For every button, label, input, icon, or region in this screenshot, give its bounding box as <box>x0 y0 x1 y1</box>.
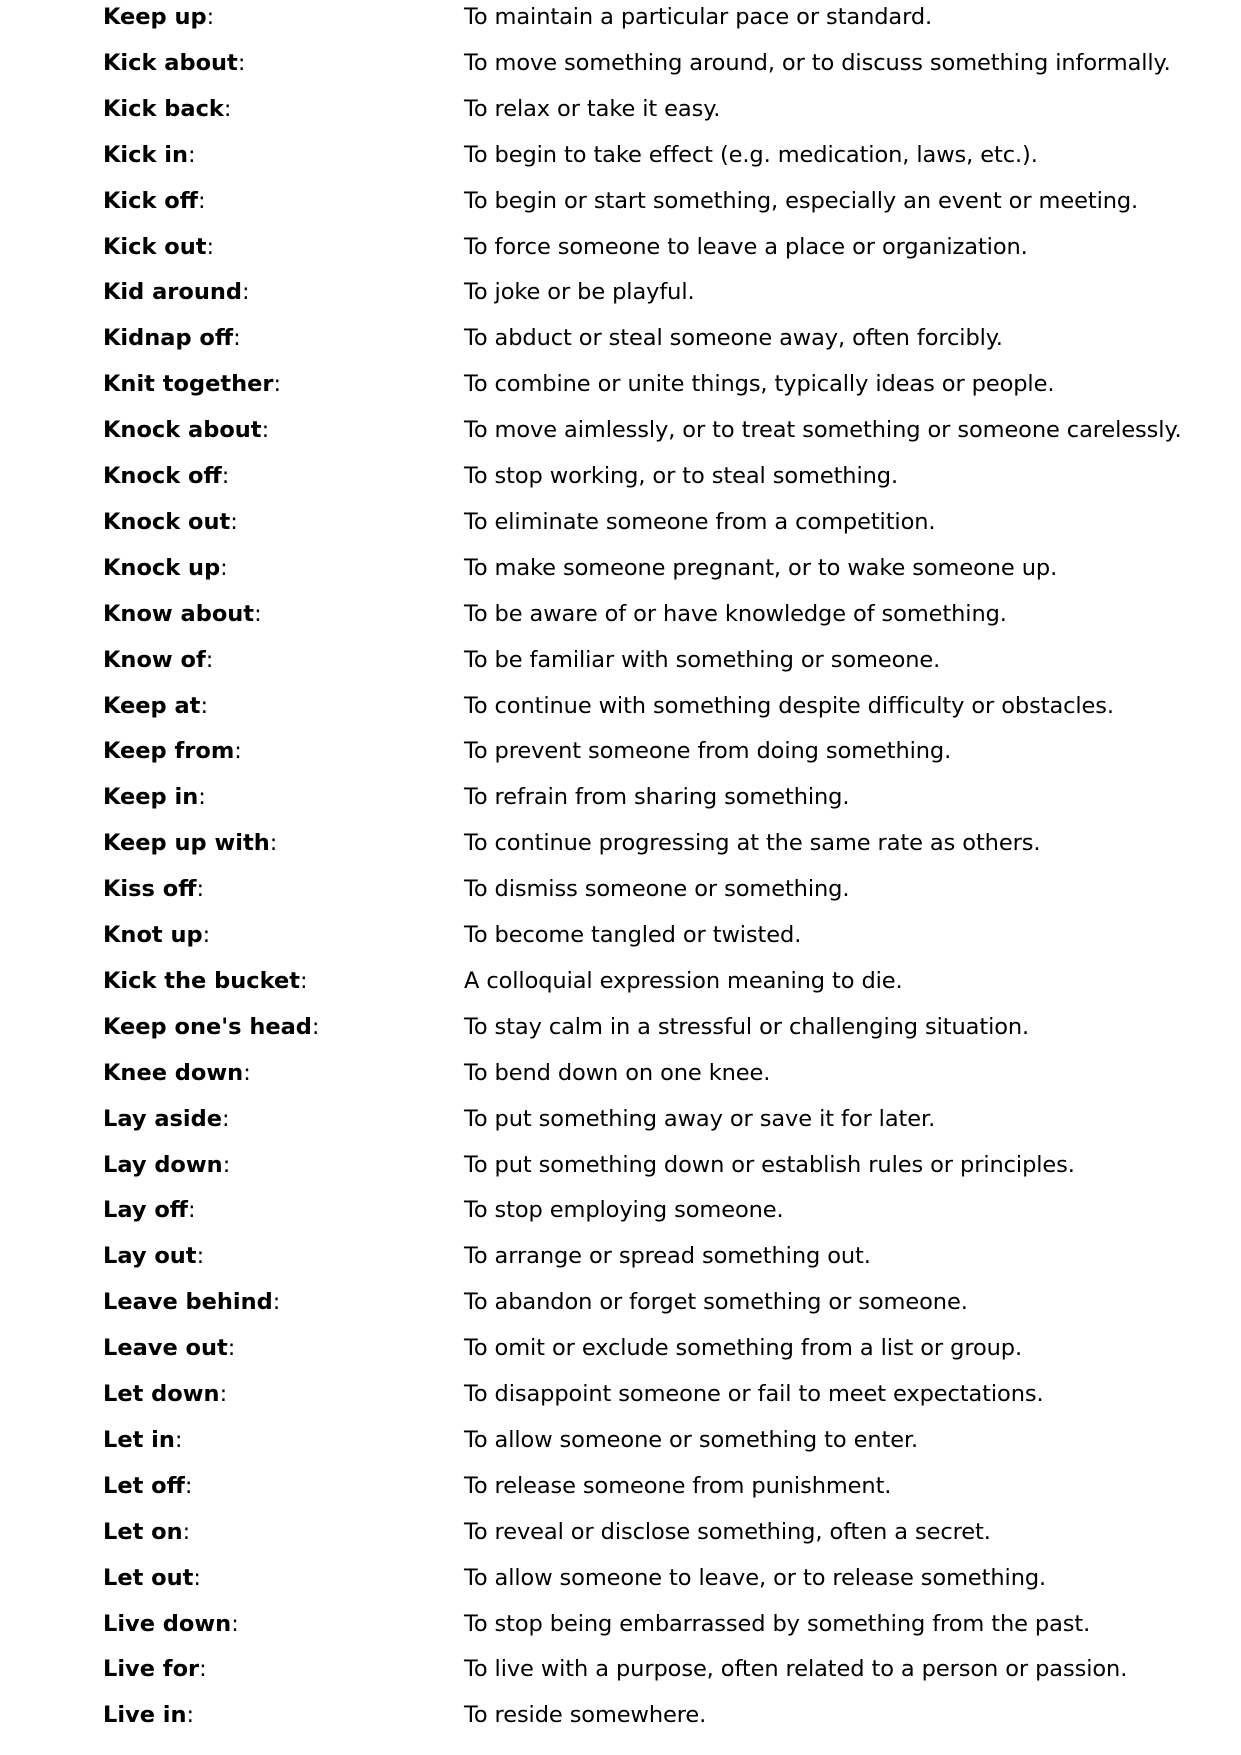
term-word: Kick about <box>103 49 238 76</box>
term-word: Knock about <box>103 417 262 444</box>
definition: To make someone pregnant, or to wake someone up. <box>464 554 1058 581</box>
definition: To reveal or disclose something, often a secret. <box>464 1518 991 1545</box>
term: Kid around: <box>103 279 250 306</box>
definition: To prevent someone from doing something. <box>464 738 952 765</box>
term-word: Lay down <box>103 1151 223 1178</box>
term: Kick off: <box>103 187 206 214</box>
term-word: Kick the bucket <box>103 967 300 994</box>
list-item <box>0 918 1241 964</box>
term-word: Kick off <box>103 187 198 214</box>
definition: To move aimlessly, or to treat something or someone carelessly. <box>464 417 1182 444</box>
term: Let on: <box>103 1518 191 1545</box>
term-word: Kick back <box>103 95 224 122</box>
definition: To begin to take effect (e.g. medication, laws, etc.). <box>464 141 1038 168</box>
definition: To live with a purpose, often related to a person or passion. <box>464 1656 1128 1683</box>
definition: To maintain a particular pace or standard. <box>464 4 933 30</box>
definition: To eliminate someone from a competition. <box>464 508 936 535</box>
list-item <box>0 643 1241 689</box>
term-word: Leave out <box>103 1335 228 1362</box>
definition: To stop employing someone. <box>464 1197 784 1224</box>
list-item <box>0 1056 1241 1102</box>
list-item <box>0 597 1241 643</box>
list-item <box>0 689 1241 735</box>
definition: To be aware of or have knowledge of something. <box>464 600 1007 627</box>
term-word: Knock out <box>103 508 231 535</box>
list-item <box>0 964 1241 1010</box>
term: Know of: <box>103 646 214 673</box>
term-word: Kid around <box>103 279 242 306</box>
definition: To abduct or steal someone away, often forcibly. <box>464 325 1003 352</box>
term: Keep up with: <box>103 830 278 857</box>
term: Lay out: <box>103 1243 205 1270</box>
definition: To bend down on one knee. <box>464 1059 771 1086</box>
list-item <box>0 230 1241 276</box>
term-word: Keep up <box>103 4 207 30</box>
definition: To abandon or forget something or someone. <box>464 1289 968 1316</box>
list-item <box>0 459 1241 505</box>
term-word: Knee down <box>103 1059 244 1086</box>
term-word: Know of <box>103 646 206 673</box>
term: Let in: <box>103 1426 183 1453</box>
list-item <box>0 1148 1241 1194</box>
list-item <box>0 1377 1241 1423</box>
list-item <box>0 46 1241 92</box>
list-item <box>0 551 1241 597</box>
definition: To put something away or save it for later. <box>464 1105 936 1132</box>
term: Let off: <box>103 1472 193 1499</box>
list-item <box>0 413 1241 459</box>
definition: To joke or be playful. <box>464 279 695 306</box>
list-item <box>0 367 1241 413</box>
list-item <box>0 780 1241 826</box>
term: Live down: <box>103 1610 239 1637</box>
definition: To combine or unite things, typically ideas or people. <box>464 371 1055 398</box>
term-word: Kidnap off <box>103 325 234 352</box>
term-word: Let out <box>103 1564 194 1591</box>
list-item <box>0 1193 1241 1239</box>
list-item <box>0 1652 1241 1698</box>
list-item <box>0 1423 1241 1469</box>
term-word: Knock off <box>103 463 222 489</box>
term-word: Let on <box>103 1518 183 1545</box>
list-item <box>0 1698 1241 1744</box>
term: Let down: <box>103 1381 228 1407</box>
definition: To stop being embarrassed by something from the past. <box>464 1610 1091 1637</box>
definition: To begin or start something, especially an event or meeting. <box>464 187 1139 214</box>
list-item <box>0 1469 1241 1515</box>
term: Knock out: <box>103 508 238 535</box>
definition: To dismiss someone or something. <box>464 876 850 903</box>
term-word: Live down <box>103 1610 232 1637</box>
list-item <box>0 138 1241 184</box>
term: Keep from: <box>103 738 242 765</box>
definition: To allow someone to leave, or to release something. <box>464 1564 1047 1591</box>
definition: A colloquial expression meaning to die. <box>464 967 903 994</box>
list-item <box>0 734 1241 780</box>
term: Knot up: <box>103 922 211 948</box>
term: Live in: <box>103 1702 195 1729</box>
definition: To omit or exclude something from a list or group. <box>464 1335 1023 1362</box>
term: Kick the bucket: <box>103 967 308 994</box>
definition: To continue with something despite difficulty or obstacles. <box>464 692 1114 719</box>
list-item <box>0 505 1241 551</box>
term-word: Kick out <box>103 233 207 260</box>
list-item <box>0 1102 1241 1148</box>
term: Lay down: <box>103 1151 231 1178</box>
definition: To continue progressing at the same rate as others. <box>464 830 1041 857</box>
term-word: Lay out <box>103 1243 197 1270</box>
term-word: Knock up <box>103 554 221 581</box>
term: Know about: <box>103 600 262 627</box>
list-item <box>0 0 1241 46</box>
term: Kick out: <box>103 233 215 260</box>
list-item <box>0 826 1241 872</box>
term: Keep at: <box>103 692 209 719</box>
term-word: Leave behind <box>103 1289 273 1316</box>
term-word: Live for <box>103 1656 200 1683</box>
term-word: Let off <box>103 1472 185 1499</box>
term: Lay off: <box>103 1197 196 1224</box>
term-word: Keep in <box>103 784 199 811</box>
definition: To force someone to leave a place or organization. <box>464 233 1028 260</box>
list-item <box>0 1285 1241 1331</box>
list-item <box>0 1561 1241 1607</box>
term-word: Lay off <box>103 1197 189 1224</box>
term: Leave out: <box>103 1335 236 1362</box>
list-item <box>0 92 1241 138</box>
list-item <box>0 321 1241 367</box>
term-word: Keep one's head <box>103 1013 312 1040</box>
definition: To be familiar with something or someone. <box>464 646 941 673</box>
list-item <box>0 1239 1241 1285</box>
term: Kiss off: <box>103 876 205 903</box>
term: Kick about: <box>103 49 246 76</box>
definition: To stay calm in a stressful or challenging situation. <box>464 1013 1030 1040</box>
term-word: Kick in <box>103 141 189 168</box>
term: Lay aside: <box>103 1105 230 1132</box>
definition: To disappoint someone or fail to meet expectations. <box>464 1381 1044 1407</box>
term: Knock about: <box>103 417 270 444</box>
list-item <box>0 1515 1241 1561</box>
term: Keep in: <box>103 784 206 811</box>
list-item <box>0 275 1241 321</box>
term-word: Let in <box>103 1426 175 1453</box>
term: Knit together: <box>103 371 282 398</box>
term-word: Lay aside <box>103 1105 222 1132</box>
list-item <box>0 1010 1241 1056</box>
term-word: Keep up with <box>103 830 270 857</box>
term-word: Keep from <box>103 738 235 765</box>
list-item <box>0 184 1241 230</box>
term: Knock off: <box>103 463 230 489</box>
term-word: Knot up <box>103 922 203 948</box>
term: Knock up: <box>103 554 228 581</box>
term-word: Keep at <box>103 692 201 719</box>
list-item <box>0 1331 1241 1377</box>
definition: To release someone from punishment. <box>464 1472 892 1499</box>
term: Kidnap off: <box>103 325 241 352</box>
term-word: Kiss off <box>103 876 197 903</box>
definition: To become tangled or twisted. <box>464 922 802 948</box>
definition: To relax or take it easy. <box>464 95 721 122</box>
term-word: Live in <box>103 1702 187 1729</box>
term: Knee down: <box>103 1059 251 1086</box>
definition: To stop working, or to steal something. <box>464 463 898 489</box>
term: Kick back: <box>103 95 232 122</box>
list-item <box>0 872 1241 918</box>
definition: To put something down or establish rules or principles. <box>464 1151 1075 1178</box>
definition: To refrain from sharing something. <box>464 784 850 811</box>
definition: To arrange or spread something out. <box>464 1243 871 1270</box>
term-word: Let down <box>103 1381 220 1407</box>
term-word: Knit together <box>103 371 274 398</box>
term: Kick in: <box>103 141 196 168</box>
term: Let out: <box>103 1564 202 1591</box>
list-item <box>0 1607 1241 1653</box>
term: Keep one's head: <box>103 1013 320 1040</box>
term-word: Know about <box>103 600 255 627</box>
definition: To allow someone or something to enter. <box>464 1426 919 1453</box>
term: Leave behind: <box>103 1289 281 1316</box>
definition: To move something around, or to discuss something informally. <box>464 49 1171 76</box>
definition: To reside somewhere. <box>464 1702 707 1729</box>
term: Live for: <box>103 1656 207 1683</box>
term: Keep up: <box>103 4 215 30</box>
